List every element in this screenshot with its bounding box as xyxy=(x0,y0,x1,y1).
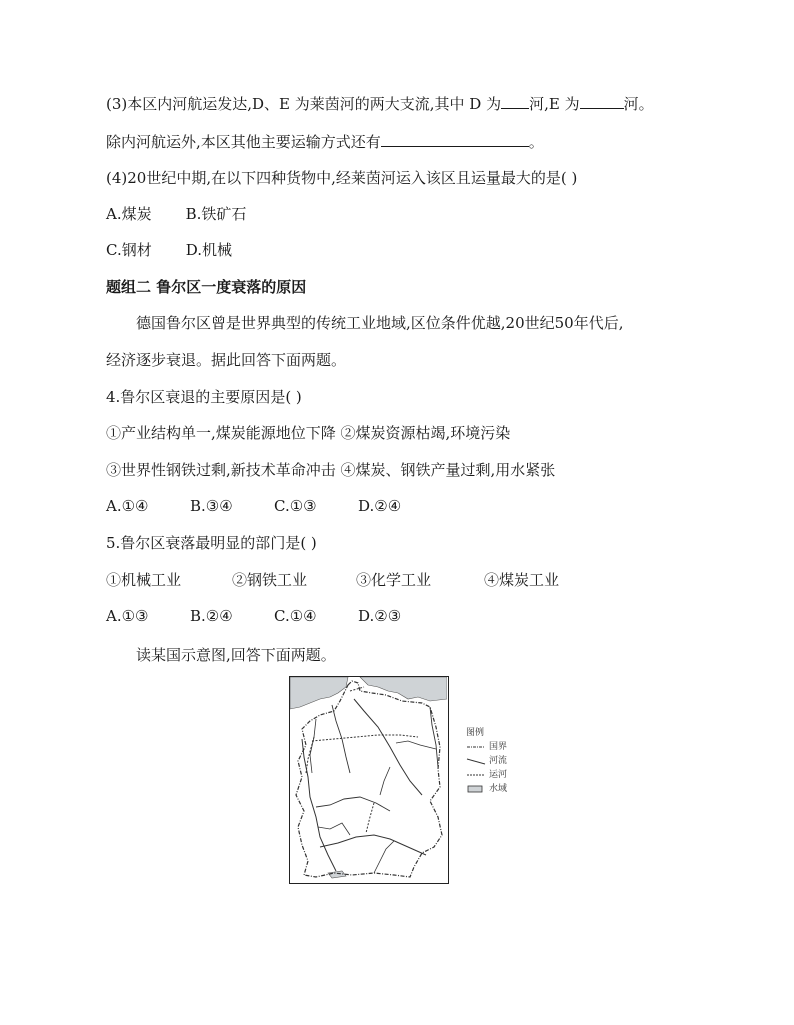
q5-choice-c[interactable]: C.①④ xyxy=(274,607,317,625)
q3-text-b: 河,E 为 xyxy=(529,95,580,113)
neckar-river xyxy=(318,823,350,835)
q5-item-4: ④煤炭工业 xyxy=(484,571,560,589)
q5-stem: 5.鲁尔区衰落最明显的部门是( ) xyxy=(106,534,317,552)
mittelland-canal xyxy=(312,735,418,741)
q4-choice-c[interactable]: C.①③ xyxy=(274,497,317,515)
baltic-sea-water xyxy=(360,677,447,701)
q5-choices xyxy=(106,606,401,626)
national-border xyxy=(296,681,442,877)
blank-d[interactable] xyxy=(501,94,529,109)
q4-stem: 4.鲁尔区衰退的主要原因是( ) xyxy=(106,388,302,406)
blank-transport[interactable] xyxy=(381,132,529,147)
q3-text-a: (3)本区内河航运发达,D、E 为莱茵河的两大支流,其中 D 为 xyxy=(106,95,502,113)
option-b[interactable]: B.铁矿石 xyxy=(185,205,247,223)
isar-river xyxy=(374,841,394,873)
legend-label-water: 水域 xyxy=(489,784,508,794)
q5-item-1: ①机械工业 xyxy=(106,571,182,589)
elbe-river xyxy=(354,699,422,795)
north-sea-water xyxy=(290,677,348,709)
q4-sub-stem: (4)20世纪中期,在以下四种货物中,经莱茵河运入该区且运量最大的是( ) xyxy=(106,169,578,187)
map-legend xyxy=(466,726,507,796)
group2-title: 题组二 鲁尔区一度衰落的原因 xyxy=(106,278,307,296)
danube-river xyxy=(320,835,426,855)
q3-text-c: 河。 xyxy=(623,95,654,113)
germany-map xyxy=(289,676,449,884)
q5-choice-a[interactable]: A.①③ xyxy=(106,607,149,625)
water-swatch-icon xyxy=(466,785,486,793)
map-intro: 读某国示意图,回答下面两题。 xyxy=(136,646,336,664)
q5-item-2: ②钢铁工业 xyxy=(232,571,308,589)
legend-river xyxy=(466,754,507,768)
border-line-icon xyxy=(466,743,486,751)
oder-river xyxy=(430,707,438,767)
blank-e[interactable] xyxy=(580,94,624,109)
canal-line-icon xyxy=(466,771,486,779)
legend-label-canal: 运河 xyxy=(489,770,508,780)
q3-line1 xyxy=(106,94,654,114)
group2-intro-2: 经济逐步衰退。据此回答下面两题。 xyxy=(106,351,347,369)
q5-item-3: ③化学工业 xyxy=(356,571,432,589)
q4-choice-a[interactable]: A.①④ xyxy=(106,497,149,515)
option-c[interactable]: C.钢材 xyxy=(106,241,152,259)
legend-border xyxy=(466,740,507,754)
legend-water xyxy=(466,782,507,796)
q5-choice-d[interactable]: D.②③ xyxy=(358,607,402,625)
river-line-icon xyxy=(466,757,486,765)
legend-label-river: 河流 xyxy=(489,756,508,766)
main-danube-canal xyxy=(366,803,374,833)
legend-label-border: 国界 xyxy=(489,742,508,752)
q3-line2 xyxy=(106,132,544,152)
q3-text-e: 。 xyxy=(528,133,544,151)
ems-river xyxy=(310,719,316,773)
q4-item-row2: ③世界性钢铁过剩,新技术革命冲击 ④煤炭、钢铁产量过剩,用水紧张 xyxy=(106,461,556,479)
option-d[interactable]: D.机械 xyxy=(185,241,232,259)
q4-sub-options-row1 xyxy=(106,204,280,224)
map-drawing xyxy=(290,677,447,882)
saale-river xyxy=(380,767,390,795)
kiel-canal xyxy=(350,687,364,691)
main-river xyxy=(316,797,390,811)
q4-choice-b[interactable]: B.③④ xyxy=(190,497,233,515)
q4-choices xyxy=(106,496,401,516)
group2-intro-1: 德国鲁尔区曾是世界典型的传统工业地域,区位条件优越,20世纪50年代后, xyxy=(136,314,624,332)
legend-canal xyxy=(466,768,507,782)
q4-choice-d[interactable]: D.②④ xyxy=(358,497,402,515)
lake-constance-water xyxy=(328,871,346,878)
q4-item-row1: ①产业结构单一,煤炭能源地位下降 ②煤炭资源枯竭,环境污染 xyxy=(106,424,511,442)
spree-river xyxy=(396,741,436,749)
legend-title: 图例 xyxy=(466,728,485,738)
q3-text-d: 除内河航运外,本区其他主要运输方式还有 xyxy=(106,133,381,151)
option-a[interactable]: A.煤炭 xyxy=(106,205,152,223)
q4-sub-options-row2 xyxy=(106,240,266,260)
q5-choice-b[interactable]: B.②④ xyxy=(190,607,233,625)
q5-items xyxy=(106,570,559,590)
